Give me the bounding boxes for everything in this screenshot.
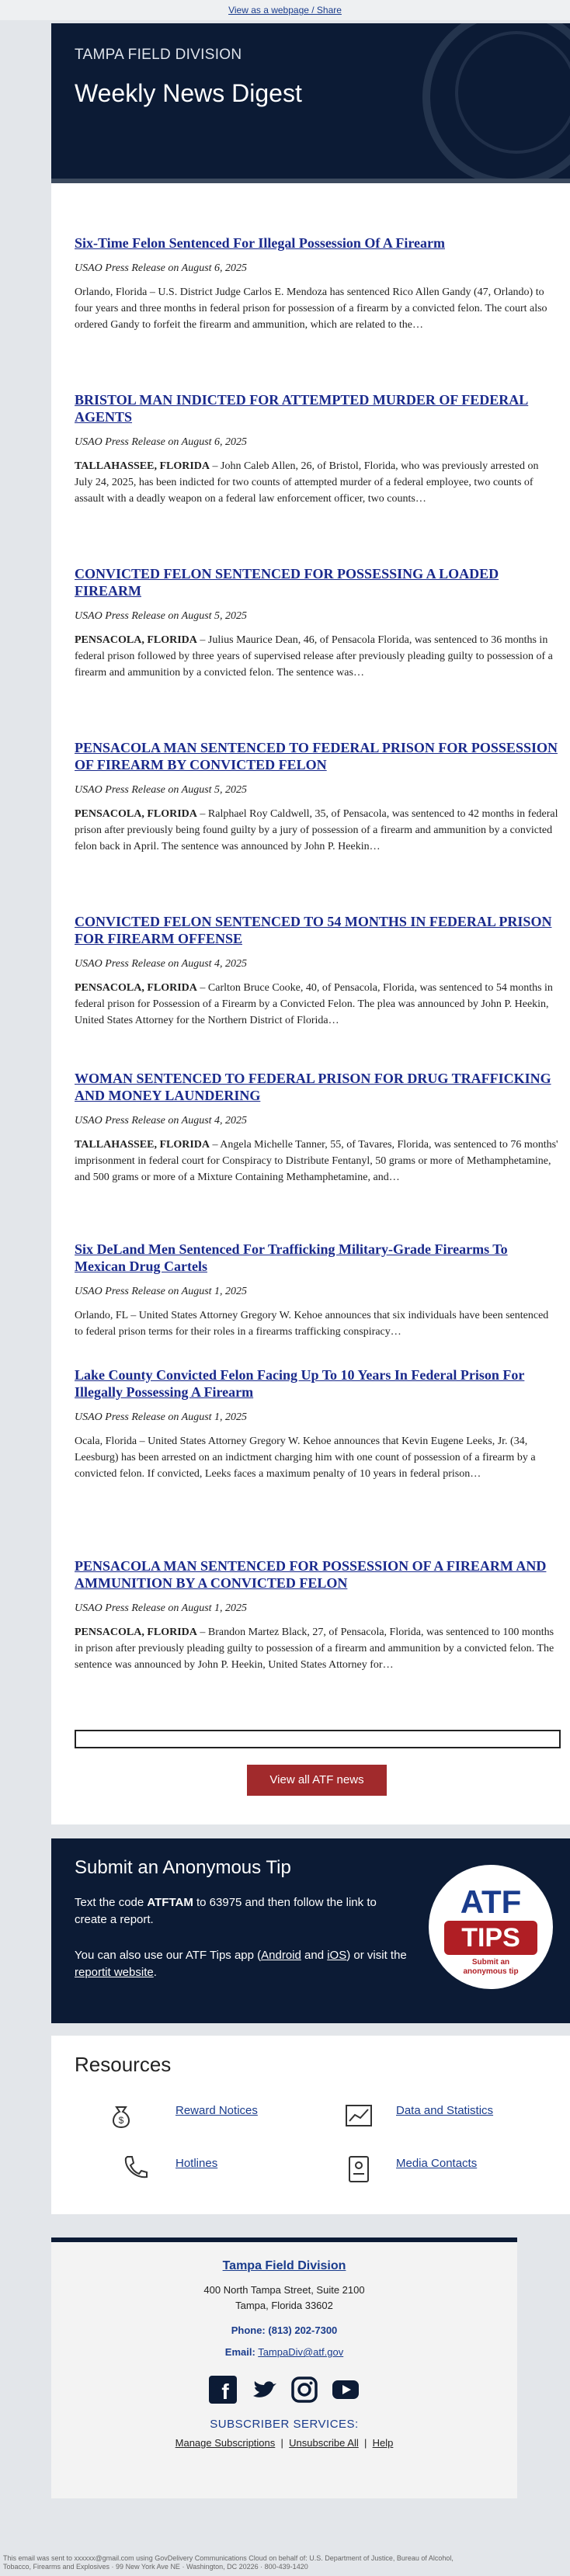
data-statistics-link[interactable]: Data and Statistics [396,2104,494,2117]
facebook-icon[interactable] [209,2376,237,2404]
hotlines-link[interactable]: Hotlines [176,2157,218,2170]
division-name: TAMPA FIELD DIVISION [75,47,242,63]
email-disclaimer: This email was sent to xxxxxx@gmail.com using GovDelivery Communications Cloud on behalf of: U.S. Department of Justice, Bureau of Alcohol, Tobacco, Firearms and Explosives · 99 New York Ave NE · Washington, DC 20226 · 800-439-1420 [3,2554,454,2571]
manage-subscriptions-link[interactable]: Manage Subscriptions [175,2437,276,2449]
news-item [75,1070,559,1186]
news-source: USAO Press Release on August 1, 2025 [75,1411,248,1423]
money-bag-icon [106,2101,137,2132]
email-link[interactable]: TampaDiv@atf.gov [258,2346,344,2358]
twitter-icon[interactable] [250,2376,278,2404]
news-source: USAO Press Release on August 5, 2025 [75,610,248,622]
news-title-link[interactable]: BRISTOL MAN INDICTED FOR ATTEMPTED MURDER OF FEDERAL AGENTS [75,392,529,425]
phone-line: Phone: (813) 202-7300 [231,2324,338,2336]
tips-text-app: You can also use our ATF Tips app (Android and iOS) or visit the reportit website. [75,1949,407,1979]
news-title-link[interactable]: PENSACOLA MAN SENTENCED FOR POSSESSION OF A FIREARM AND AMMUNITION BY A CONVICTED FELON [75,1558,547,1591]
news-source: USAO Press Release on August 1, 2025 [75,1602,248,1614]
news-body: PENSACOLA, FLORIDA – Ralphael Roy Caldwell, 35, of Pensacola, was sentenced to 42 months in federal prison after previously being found guilty by a jury of possession of a firearm and ammunition by a convicted felon back in April. The sentence was announced by John P. Heekin… [75,808,558,852]
news-body: PENSACOLA, FLORIDA – Brandon Martez Black, 27, of Pensacola, Florida, was sentenced to 100 months in prison after previously pleading guilty to possession of a firearm and ammunition by a convicted felon. The sentence was announced by John P. Heekin, United States Attorney for… [75,1626,554,1671]
contact-badge-icon [343,2154,374,2185]
social-links [51,2376,517,2407]
news-title-link[interactable]: PENSACOLA MAN SENTENCED TO FEDERAL PRISON FOR POSSESSION OF FIREARM BY CONVICTED FELON [75,740,558,772]
reportit-link[interactable]: reportit website [75,1966,154,1979]
subscriber-services-label: SUBSCRIBER SERVICES: [210,2418,359,2431]
phone-icon [120,2152,151,2183]
news-item [75,1241,559,1340]
unsubscribe-all-link[interactable]: Unsubscribe All [289,2437,359,2449]
resources-title: Resources [75,2053,172,2076]
address-line-1: 400 North Tampa Street, Suite 2100 [203,2284,365,2296]
chart-icon [343,2101,374,2132]
atf-tips-logo[interactable]: ATF TIPS Submit an anonymous tip [429,1865,553,1989]
tips-title: Submit an Anonymous Tip [75,1857,291,1878]
news-source: USAO Press Release on August 4, 2025 [75,958,248,970]
news-source: USAO Press Release on August 6, 2025 [75,436,248,448]
footer [51,2238,517,2498]
top-bar [0,0,570,20]
news-title-link[interactable]: Lake County Convicted Felon Facing Up To 10 Years In Federal Prison For Illegally Possessing A Firearm [75,1367,525,1400]
news-body: TALLAHASSEE, FLORIDA – Angela Michelle Tanner, 55, of Tavares, Florida, was sentenced to 76 months' imprisonment in federal court for Conspiracy to Distribute Fentanyl, 50 grams or more of Methamphetamine, and 500 grams or more of a Mixture Containing Methamphetamine, and… [75,1139,558,1183]
news-section [51,183,570,1824]
android-link[interactable]: Android [261,1949,301,1962]
news-source: USAO Press Release on August 6, 2025 [75,262,248,274]
subscriber-links: Manage Subscriptions | Unsubscribe All | Help [175,2437,394,2449]
ios-link[interactable]: iOS [327,1949,347,1962]
resources-section [51,2036,570,2214]
news-item [75,391,559,507]
news-title-link[interactable]: Six DeLand Men Sentenced For Trafficking Military-Grade Firearms To Mexican Drug Cartels [75,1241,508,1274]
news-source: USAO Press Release on August 4, 2025 [75,1115,248,1127]
atf-seal-inner-icon [455,31,570,154]
news-item [75,1366,559,1482]
news-source: USAO Press Release on August 5, 2025 [75,784,248,796]
news-item [75,1557,559,1673]
svg-text:f: f [221,2380,229,2404]
footer-division-link[interactable]: Tampa Field Division [222,2259,346,2272]
news-source: USAO Press Release on August 1, 2025 [75,1286,248,1297]
instagram-icon[interactable] [290,2376,318,2404]
youtube-icon[interactable] [332,2376,360,2404]
view-as-webpage-link[interactable]: View as a webpage / Share [228,5,342,16]
anonymous-tip-section [51,1838,570,2023]
news-body: Ocala, Florida – United States Attorney Gregory W. Kehoe announces that Kevin Eugene Leeks, Jr. (34, Leesburg) has been arrested on an indictment charging him with one count of possession of a firearm by a convicted felon. If convicted, Leeks faces a maximum penalty of 10 years in federal prison… [75,1436,536,1480]
news-body: Orlando, FL – United States Attorney Gregory W. Kehoe announces that six individuals have been sentenced to federal prison terms for their roles in a firearms trafficking conspiracy… [75,1310,549,1338]
digest-title: Weekly News Digest [75,79,302,107]
header-banner [51,23,570,183]
news-body: Orlando, Florida – U.S. District Judge Carlos E. Mendoza has sentenced Rico Allen Gandy (47, Orlando) to four years and three months in federal prison for possession of a firearm by a convicted felon. The court also ordered Gandy to forfeit the firearm and ammunition, which are related to the… [75,286,547,331]
news-body: PENSACOLA, FLORIDA – Carlton Bruce Cooke, 40, of Pensacola, Florida, was sentenced to 54 months in federal prison for Possession of a Firearm by a Convicted Felon. The plea was announced by John P. Heekin, United States Attorney for the Northern District of Florida… [75,982,553,1026]
view-all-news-button[interactable]: View all ATF news [247,1765,387,1796]
news-body: PENSACOLA, FLORIDA – Julius Maurice Dean, 46, of Pensacola Florida, was sentenced to 36 months in federal prison followed by three years of supervised release after previously pleading guilty to possession of a firearm and ammunition by a convicted felon. The sentence was… [75,634,553,679]
news-title-link[interactable]: Six-Time Felon Sentenced For Illegal Possession Of A Firearm [75,235,445,251]
news-item [75,913,559,1029]
news-item [75,565,559,681]
news-title-link[interactable]: CONVICTED FELON SENTENCED TO 54 MONTHS IN FEDERAL PRISON FOR FIREARM OFFENSE [75,914,552,946]
news-title-link[interactable]: CONVICTED FELON SENTENCED FOR POSSESSING A LOADED FIREARM [75,566,499,599]
news-item [75,234,559,333]
tips-text-code: Text the code ATFTAM to 63975 and then follow the link to create a report. [75,1896,377,1926]
address-line-2: Tampa, Florida 33602 [235,2300,333,2311]
news-body: TALLAHASSEE, FLORIDA – John Caleb Allen, 26, of Bristol, Florida, who was previously arrested on July 24, 2025, has been indicted for two counts of attempted murder of a federal employee, two counts of assault with a deadly weapon on a federal law enforcement officer, two counts… [75,460,539,505]
help-link[interactable]: Help [372,2437,394,2449]
reward-notices-link[interactable]: Reward Notices [176,2104,258,2117]
media-contacts-link[interactable]: Media Contacts [396,2157,478,2170]
email-line: Email: TampaDiv@atf.gov [224,2346,344,2358]
svg-text:$: $ [118,2115,124,2126]
empty-box [75,1730,561,1748]
news-title-link[interactable]: WOMAN SENTENCED TO FEDERAL PRISON FOR DRUG TRAFFICKING AND MONEY LAUNDERING [75,1071,551,1103]
news-item [75,739,559,855]
